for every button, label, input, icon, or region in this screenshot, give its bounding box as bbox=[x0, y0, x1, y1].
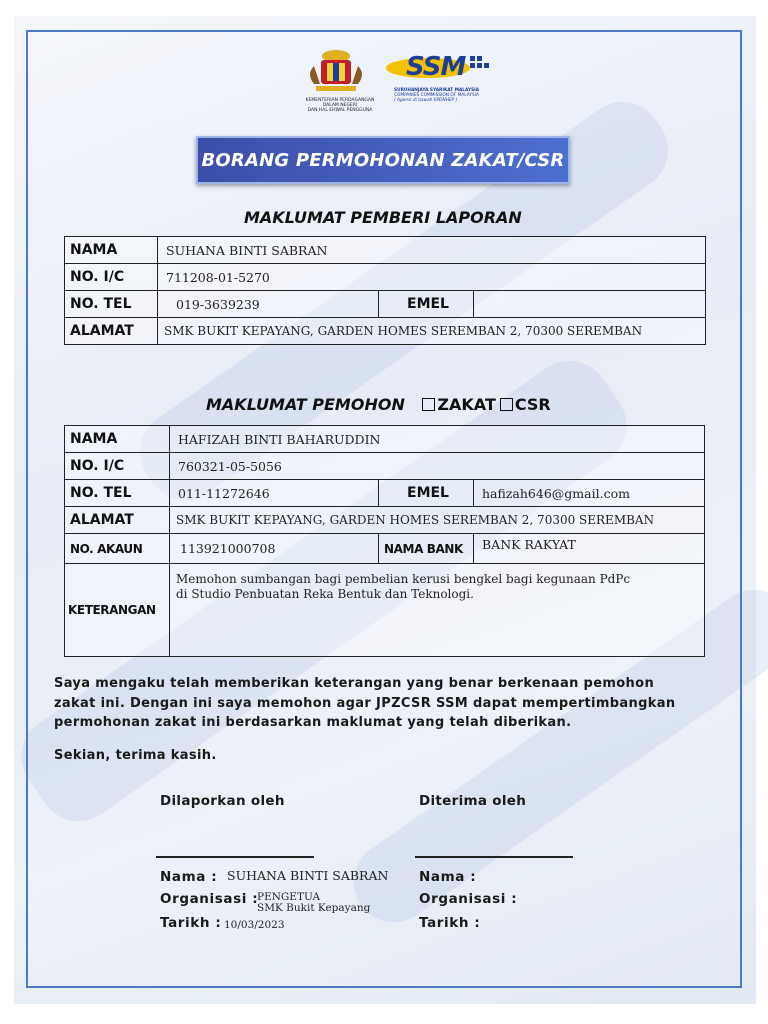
reporter-sign-nama[interactable]: SUHANA BINTI SABRAN bbox=[227, 868, 389, 883]
declaration-line2: zakat ini. Dengan ini saya memohon agar JPZCSR SSM dapat mempertimbangkan bbox=[54, 695, 676, 711]
reporter-alamat-label: ALAMAT bbox=[65, 318, 158, 345]
declaration-line3: permohonan zakat ini berdasarkan maklumat yang telah diberikan. bbox=[54, 715, 572, 730]
reporter-sign-organisasi[interactable] bbox=[257, 892, 370, 914]
applicant-bank-label: NAMA BANK bbox=[379, 534, 474, 564]
applicant-alamat-field[interactable]: SMK BUKIT KEPAYANG, GARDEN HOMES SEREMBAN 2, 70300 SEREMBAN bbox=[170, 507, 705, 534]
applicant-ic-label: NO. I/C bbox=[65, 453, 170, 480]
applicant-row-alamat bbox=[65, 507, 705, 534]
receiver-sign-organisasi-label: Organisasi : bbox=[419, 891, 518, 907]
declaration-text bbox=[54, 674, 722, 733]
ministry-caption bbox=[300, 98, 380, 113]
applicant-tel-field[interactable]: 011-11272646 bbox=[170, 480, 379, 507]
organisasi-line1: PENGETUA bbox=[257, 891, 321, 903]
zakat-option-label: ZAKAT bbox=[437, 395, 496, 414]
reporter-tel-field[interactable]: 019-3639239 bbox=[158, 291, 379, 318]
reporter-emel-field[interactable] bbox=[474, 291, 706, 318]
ssm-caption-line3: ( Agensi di bawah KPDNHEP ) bbox=[394, 98, 458, 103]
csr-checkbox[interactable] bbox=[500, 398, 513, 411]
applicant-tel-label: NO. TEL bbox=[65, 480, 170, 507]
reporter-section-title: MAKLUMAT PEMBERI LAPORAN bbox=[244, 208, 522, 227]
keterangan-line2: di Studio Penbuatan Reka Bentuk dan Teknologi. bbox=[176, 587, 474, 601]
reporter-ic-field[interactable]: 711208-01-5270 bbox=[158, 264, 706, 291]
applicant-row-tel bbox=[65, 480, 705, 507]
reporter-sign-nama-label: Nama : bbox=[160, 869, 218, 885]
csr-option-label: CSR bbox=[514, 395, 551, 414]
zakat-checkbox[interactable] bbox=[422, 398, 435, 411]
ssm-caption-line1: SURUHANJAYA SYARIKAT MALAYSIA bbox=[394, 88, 480, 93]
form-title: BORANG PERMOHONAN ZAKAT/CSR bbox=[201, 149, 565, 171]
ssm-caption bbox=[394, 88, 490, 103]
reporter-row-alamat bbox=[65, 318, 706, 345]
reporter-alamat-field[interactable]: SMK BUKIT KEPAYANG, GARDEN HOMES SEREMBAN 2, 70300 SEREMBAN bbox=[158, 318, 706, 345]
applicant-akaun-field[interactable]: 113921000708 bbox=[170, 534, 379, 564]
organisasi-line2: SMK Bukit Kepayang bbox=[257, 902, 371, 914]
reporter-sign-tarikh[interactable]: 10/03/2023 bbox=[224, 919, 285, 931]
applicant-nama-field[interactable]: HAFIZAH BINTI BAHARUDDIN bbox=[170, 426, 705, 453]
reporter-row-nama bbox=[65, 237, 706, 264]
applicant-section-title: MAKLUMAT PEMOHON bbox=[206, 395, 405, 414]
reporter-emel-label: EMEL bbox=[379, 291, 474, 318]
reporter-signature-line[interactable] bbox=[156, 856, 314, 858]
form-title-banner bbox=[196, 136, 570, 184]
applicant-emel-field[interactable]: hafizah646@gmail.com bbox=[474, 480, 705, 507]
applicant-keterangan-field[interactable] bbox=[170, 564, 705, 657]
applicant-emel-label: EMEL bbox=[379, 480, 474, 507]
ministry-caption-line1: KEMENTERIAN PERDAGANGAN DALAM NEGERI bbox=[305, 98, 375, 108]
ministry-caption-line2: DAN HAL EHWAL PENGGUNA bbox=[307, 108, 373, 113]
receiver-sign-tarikh-label: Tarikh : bbox=[419, 915, 481, 931]
reporter-nama-label: NAMA bbox=[65, 237, 158, 264]
applicant-ic-field[interactable]: 760321-05-5056 bbox=[170, 453, 705, 480]
receiver-sign-nama-label: Nama : bbox=[419, 869, 477, 885]
applicant-alamat-label: ALAMAT bbox=[65, 507, 170, 534]
reporter-row-tel bbox=[65, 291, 706, 318]
applicant-keterangan-label: KETERANGAN bbox=[65, 564, 170, 657]
received-by-heading: Diterima oleh bbox=[419, 793, 527, 809]
ssm-caption-line2: COMPANIES COMMISSION OF MALAYSIA bbox=[394, 93, 479, 98]
reporter-table bbox=[64, 236, 706, 345]
keterangan-line1: Memohon sumbangan bagi pembelian kerusi bengkel bagi kegunaan PdPc bbox=[176, 572, 631, 586]
applicant-nama-label: NAMA bbox=[65, 426, 170, 453]
ssm-logo-text: SSM bbox=[406, 52, 466, 82]
applicant-bank-field[interactable]: BANK RAKYAT bbox=[474, 534, 705, 564]
reporter-row-ic bbox=[65, 264, 706, 291]
reporter-nama-field[interactable]: SUHANA BINTI SABRAN bbox=[158, 237, 706, 264]
applicant-row-ic bbox=[65, 453, 705, 480]
reporter-sign-organisasi-label: Organisasi : bbox=[160, 891, 259, 907]
applicant-section-title-row bbox=[206, 395, 551, 414]
reporter-ic-label: NO. I/C bbox=[65, 264, 158, 291]
applicant-table bbox=[64, 425, 705, 657]
receiver-signature-line[interactable] bbox=[415, 856, 573, 858]
applicant-row-nama bbox=[65, 426, 705, 453]
applicant-row-akaun bbox=[65, 534, 705, 564]
ssm-logo bbox=[384, 50, 492, 86]
applicant-akaun-label: NO. AKAUN bbox=[65, 534, 170, 564]
closing-text: Sekian, terima kasih. bbox=[54, 748, 217, 763]
reporter-sign-tarikh-label: Tarikh : bbox=[160, 915, 222, 931]
declaration-line1: Saya mengaku telah memberikan keterangan yang benar berkenaan pemohon bbox=[54, 676, 655, 691]
reporter-tel-label: NO. TEL bbox=[65, 291, 158, 318]
applicant-row-keterangan bbox=[65, 564, 705, 657]
reported-by-heading: Dilaporkan oleh bbox=[160, 793, 285, 809]
